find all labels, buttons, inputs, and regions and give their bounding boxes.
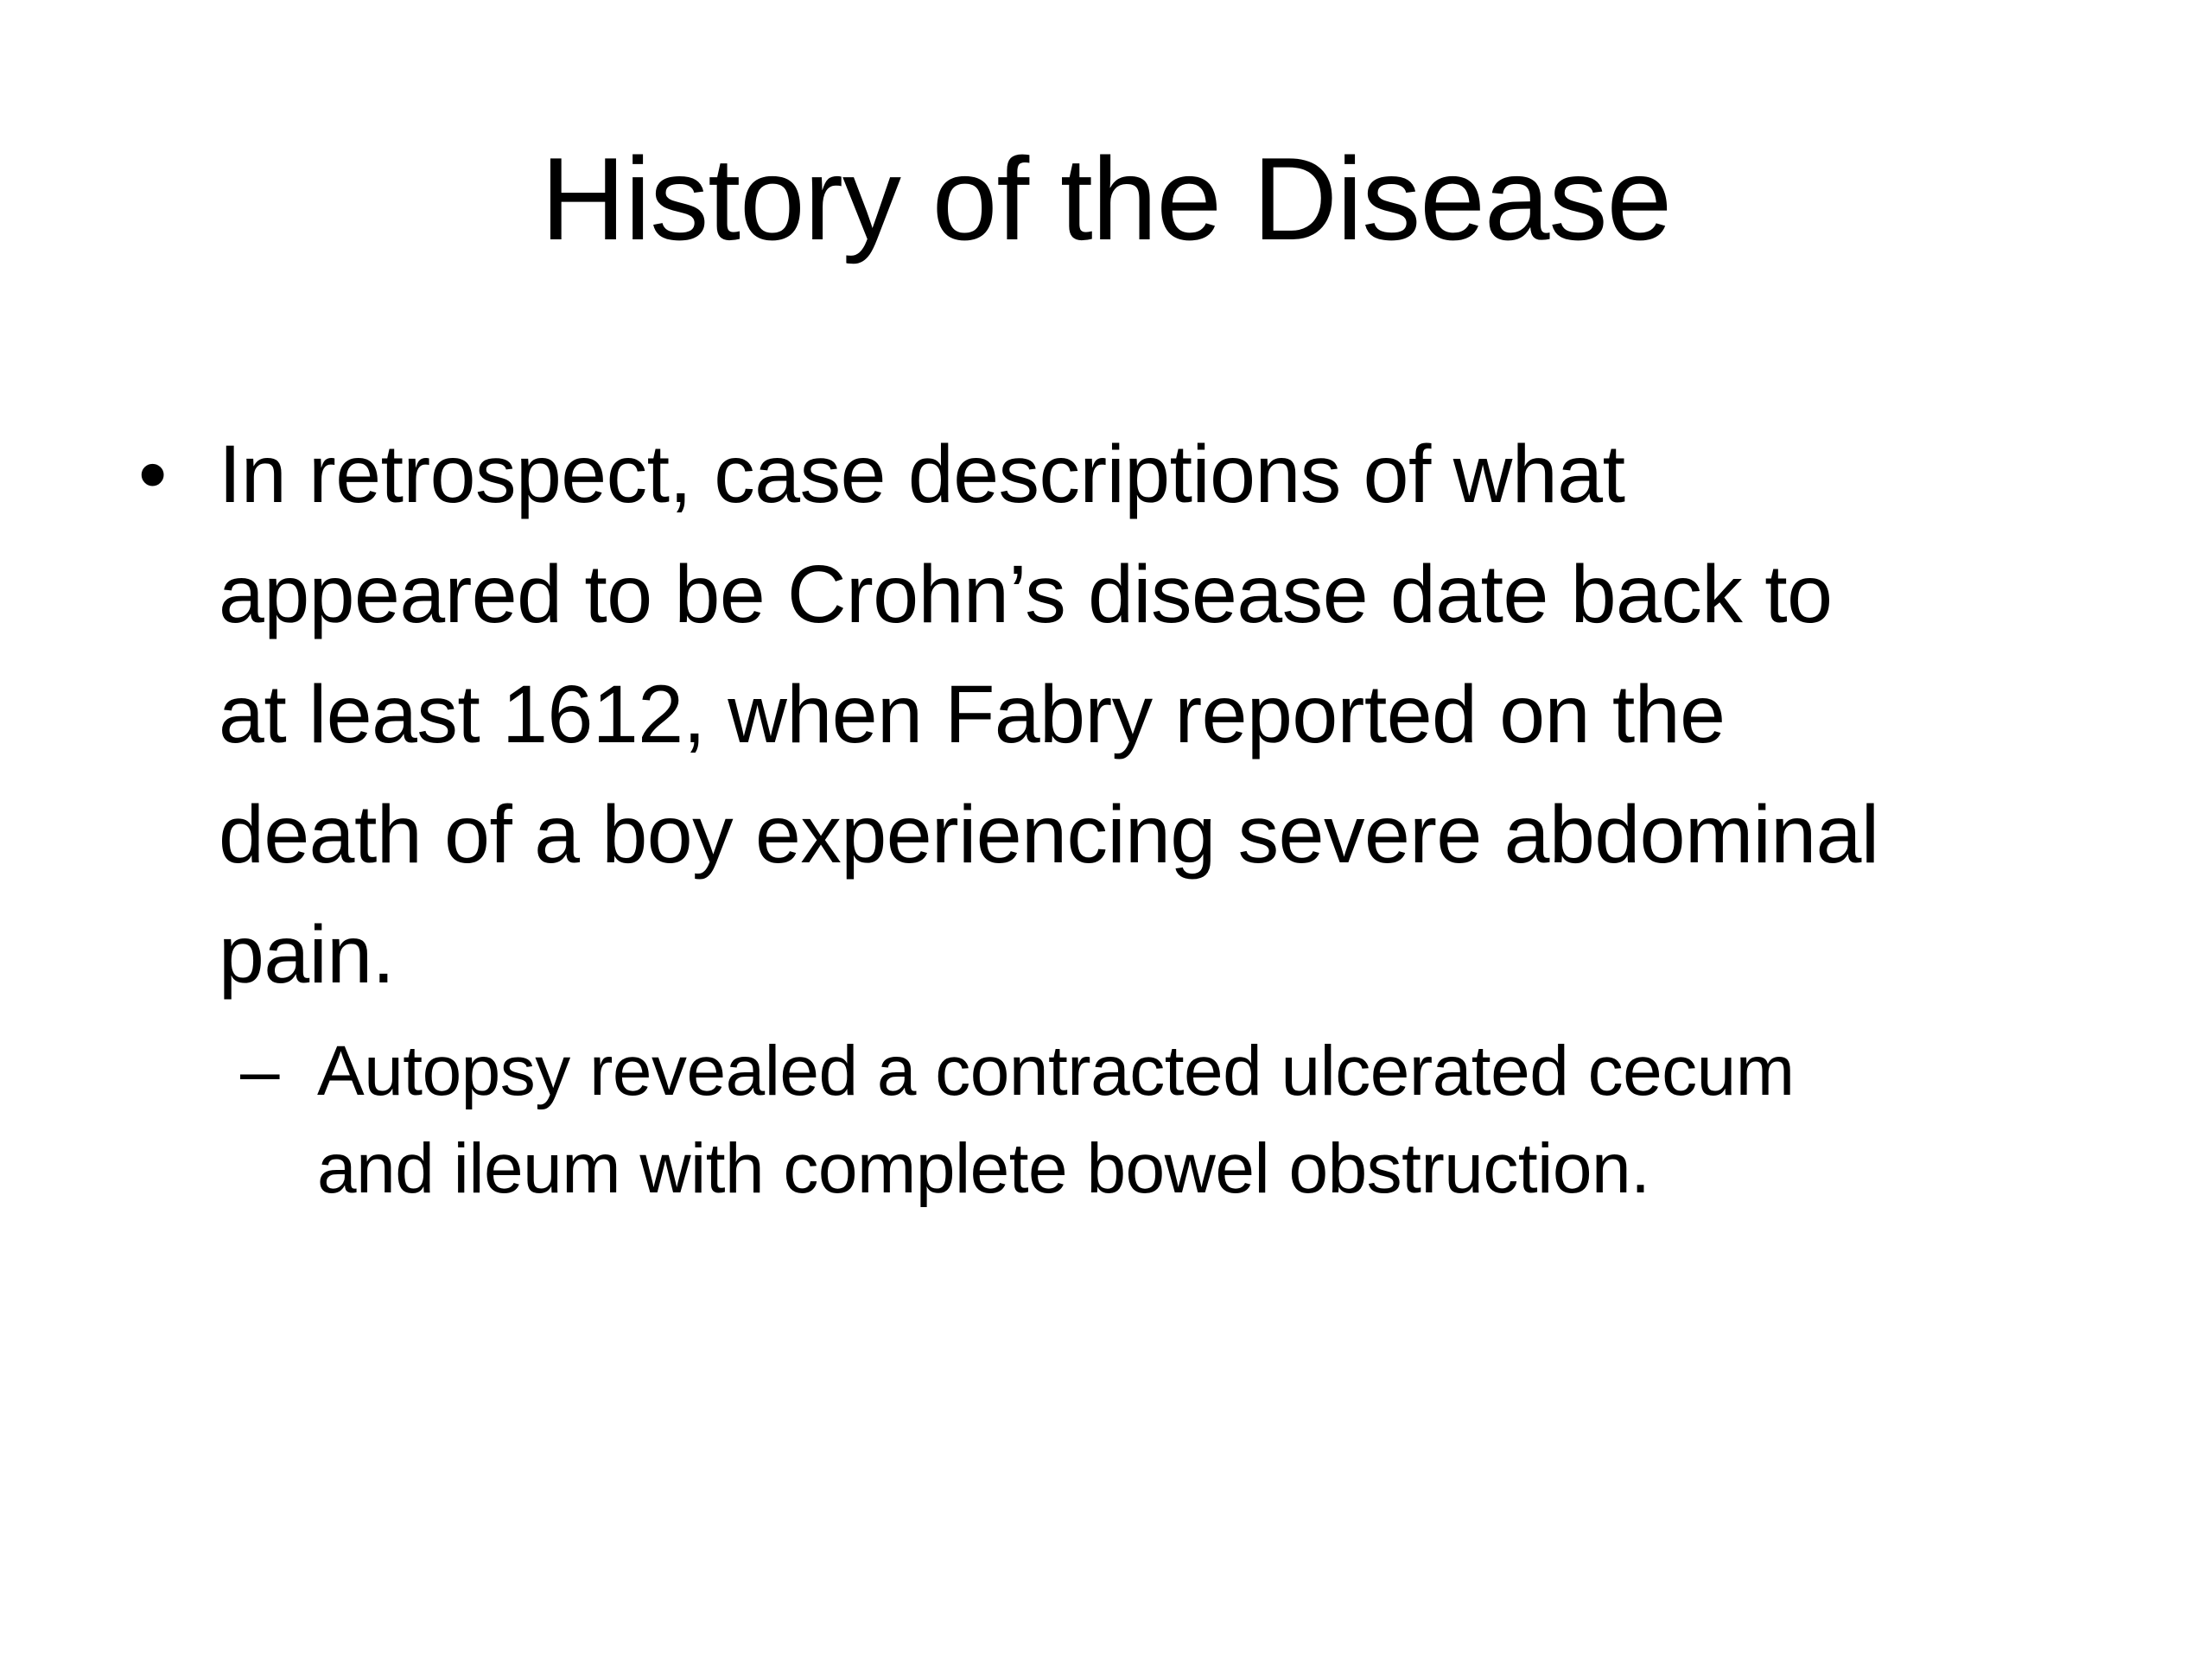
bullet-text-line: death of a boy experiencing severe abdominal xyxy=(219,789,1879,880)
slide-body xyxy=(130,415,2117,1217)
slide-title: History of the Disease xyxy=(540,133,1672,264)
sub-bullet-item xyxy=(130,1022,2117,1217)
bullet-item xyxy=(130,415,2117,1015)
sub-bullet-text-line: Autopsy revealed a contracted ulcerated cecum xyxy=(317,1032,1795,1110)
bullet-marker: • xyxy=(138,429,167,520)
sub-bullet-marker: – xyxy=(240,1032,280,1110)
bullet-text-line: appeared to be Crohn’s disease date back to xyxy=(219,549,1833,640)
bullet-text-line: pain. xyxy=(219,909,395,1001)
sub-bullet-text-line: and ileum with complete bowel obstruction. xyxy=(317,1129,1650,1208)
bullet-text xyxy=(219,415,2120,1015)
bullet-text-line: at least 1612, when Fabry reported on the xyxy=(219,669,1726,760)
bullet-text-line: In retrospect, case descriptions of what xyxy=(219,429,1625,520)
sub-bullet-text xyxy=(317,1022,2088,1217)
